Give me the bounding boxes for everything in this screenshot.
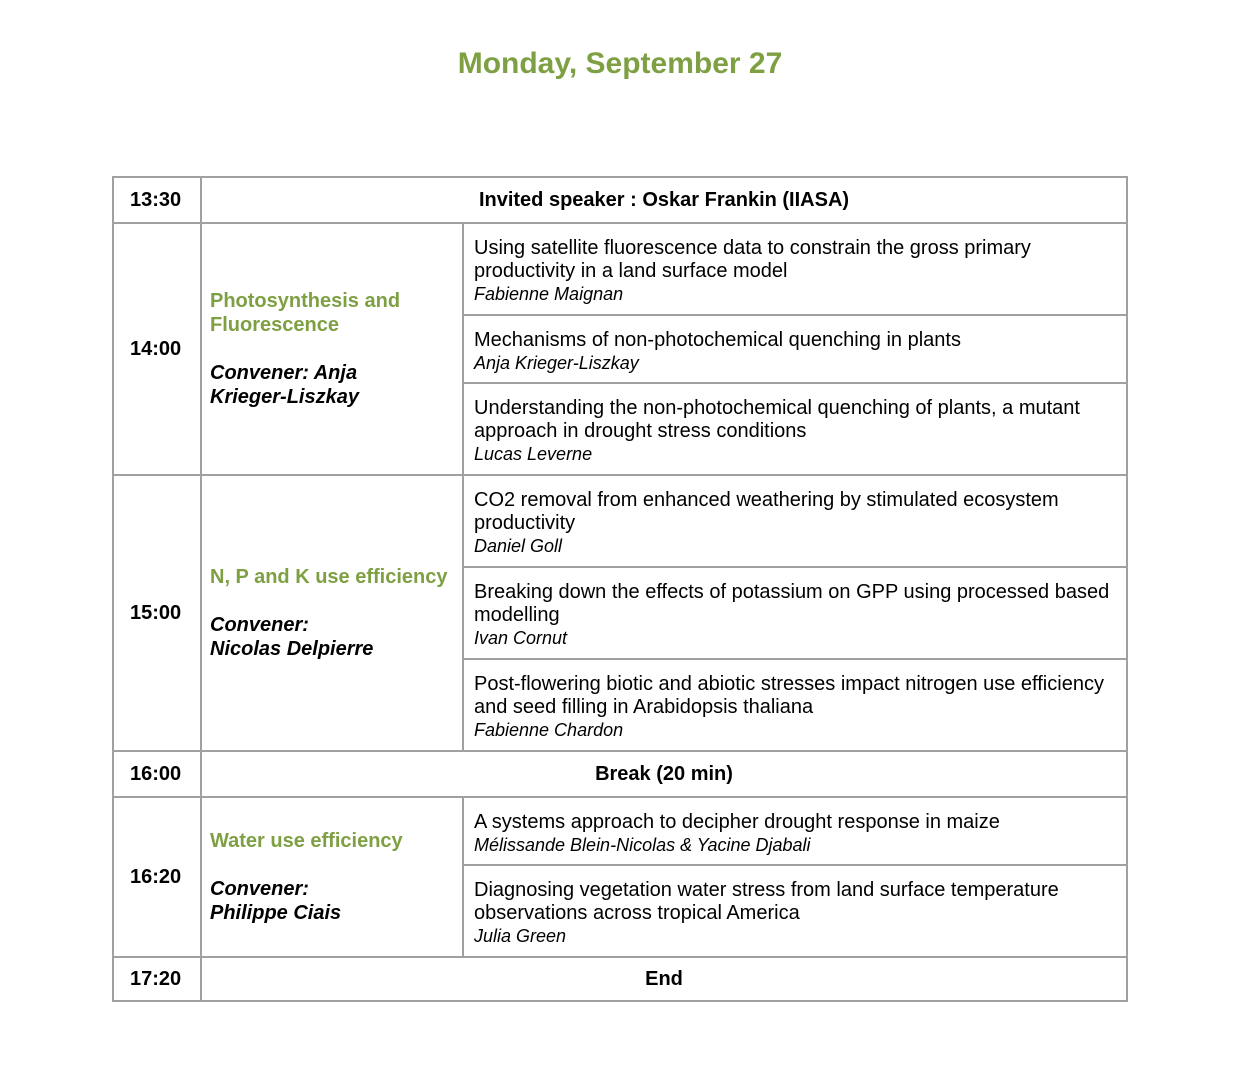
schedule-row <box>113 223 1127 315</box>
session-title: N, P and K use efficiency <box>210 566 448 588</box>
talk-cell <box>463 475 1127 567</box>
end-cell: End <box>201 957 1127 1001</box>
talk-title: Using satellite fluorescence data to constrain the gross primary productivity in a land surface model <box>474 237 1031 282</box>
session-cell <box>201 223 463 475</box>
session-cell <box>201 475 463 751</box>
convener: Convener: Nicolas Delpierre <box>210 614 374 660</box>
session-title: Water use efficiency <box>210 830 403 852</box>
talk-cell <box>463 865 1127 957</box>
time-cell: 14:00 <box>113 223 201 475</box>
talk-title: Understanding the non-photochemical quenching of plants, a mutant approach in drought stress conditions <box>474 397 1080 442</box>
session-cell <box>201 797 463 957</box>
schedule-row <box>113 797 1127 865</box>
invited-speaker-cell: Invited speaker : Oskar Frankin (IIASA) <box>201 177 1127 223</box>
time-cell: 16:00 <box>113 751 201 797</box>
talk-speaker: Fabienne Maignan <box>474 284 624 304</box>
talk-cell <box>463 383 1127 475</box>
talk-speaker: Daniel Goll <box>474 536 563 556</box>
talk-cell <box>463 315 1127 383</box>
talk-speaker: Lucas Leverne <box>474 444 593 464</box>
convener: Convener: Anja Krieger-Liszkay <box>210 362 359 408</box>
talk-cell <box>463 659 1127 751</box>
talk-cell <box>463 223 1127 315</box>
talk-speaker: Julia Green <box>474 926 567 946</box>
schedule-row <box>113 957 1127 1001</box>
time-cell: 17:20 <box>113 957 201 1001</box>
talk-title: Diagnosing vegetation water stress from land surface temperature observations across tropical America <box>474 879 1059 924</box>
talk-title: Mechanisms of non-photochemical quenching in plants <box>474 328 961 351</box>
talk-title: CO2 removal from enhanced weathering by stimulated ecosystem productivity <box>474 489 1059 534</box>
talk-speaker: Mélissande Blein-Nicolas & Yacine Djabali <box>474 834 811 855</box>
time-cell: 13:30 <box>113 177 201 223</box>
schedule-row <box>113 475 1127 567</box>
schedule-row <box>113 751 1127 797</box>
talk-cell <box>463 797 1127 865</box>
schedule-table <box>112 176 1128 1002</box>
time-cell: 16:20 <box>113 797 201 957</box>
talk-speaker: Fabienne Chardon <box>474 720 624 740</box>
talk-title: A systems approach to decipher drought response in maize <box>474 810 1000 833</box>
talk-speaker: Anja Krieger-Liszkay <box>474 352 639 373</box>
talk-title: Breaking down the effects of potassium on GPP using processed based modelling <box>474 581 1110 626</box>
talk-speaker: Ivan Cornut <box>474 628 568 648</box>
break-cell: Break (20 min) <box>201 751 1127 797</box>
talk-cell <box>463 567 1127 659</box>
convener: Convener: Philippe Ciais <box>210 878 342 924</box>
schedule-row <box>113 177 1127 223</box>
time-cell: 15:00 <box>113 475 201 751</box>
page-title: Monday, September 27 <box>457 47 783 80</box>
session-title: Photosynthesis and Fluorescence <box>210 290 401 336</box>
talk-title: Post-flowering biotic and abiotic stresses impact nitrogen use efficiency and seed filling in Arabidopsis thaliana <box>474 673 1104 718</box>
